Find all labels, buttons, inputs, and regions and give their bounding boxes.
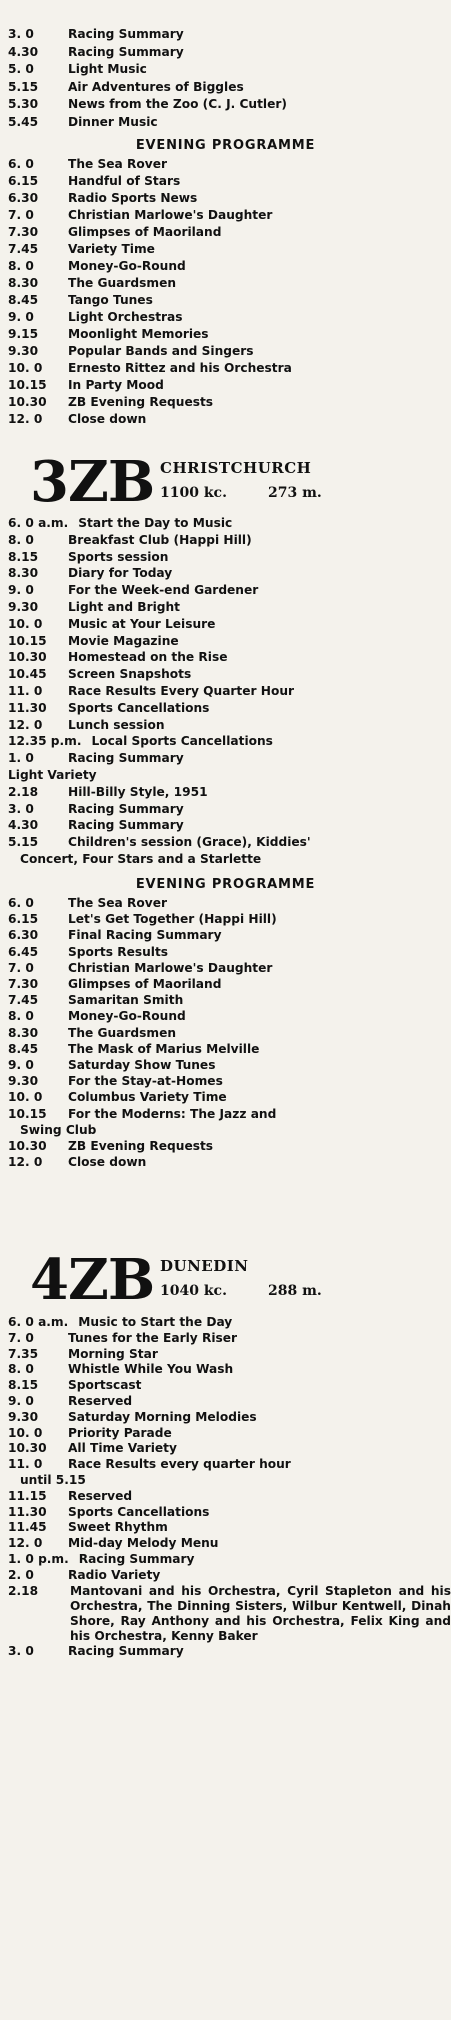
entry-title: All Time Variety [68, 1441, 177, 1456]
entry-title: For the Week-end Gardener [68, 583, 259, 598]
entry-title: For the Moderns: The Jazz and [68, 1106, 277, 1121]
schedule-entry [0, 241, 451, 258]
schedule-entry [0, 599, 451, 616]
schedule-entry [0, 683, 451, 700]
schedule-entry [0, 343, 451, 360]
entry-title: Movie Magazine [68, 633, 179, 648]
entry-time: 8. 0 [8, 259, 34, 273]
station-city: CHRISTCHURCH [160, 459, 312, 477]
entry-time: 2. 0 [8, 1567, 34, 1582]
entry-title: Whistle While You Wash [68, 1362, 234, 1377]
schedule-entry [0, 394, 451, 411]
entry-title: Money-Go-Round [68, 259, 186, 273]
entry-time: 5.15 [8, 79, 39, 94]
schedule-entry [0, 976, 451, 992]
entry-time: 12. 0 [8, 1536, 43, 1551]
entry-title: Close down [68, 412, 147, 426]
entry-time: 10.15 [8, 378, 47, 392]
entry-time: 10. 0 [8, 1090, 43, 1105]
entry-time: 12. 0 [8, 717, 43, 732]
entry-time: 11.30 [8, 1504, 47, 1519]
schedule-entry [0, 565, 451, 582]
entry-title: Christian Marlowe's Daughter [68, 208, 273, 222]
entry-title: Ernesto Rittez and his Orchestra [68, 361, 292, 375]
schedule-entry [0, 515, 451, 532]
schedule-entry [0, 1378, 451, 1394]
entry-time: 8.30 [8, 1025, 39, 1040]
entry-time: 10. 0 [8, 1425, 43, 1440]
3zb-evening-heading [0, 876, 451, 893]
schedule-entry [0, 532, 451, 549]
entry-time: 8.45 [8, 1041, 39, 1056]
entry-title: The Guardsmen [68, 1025, 177, 1040]
schedule-entry [0, 895, 451, 911]
entry-title: Sportscast [68, 1378, 142, 1393]
entry-time: 9. 0 [8, 310, 34, 324]
station-frequency: 1100 kc. [160, 485, 227, 501]
entry-time: 6. 0 a.m. [8, 1315, 69, 1329]
entry-title: Sports Cancellations [68, 700, 210, 715]
entry-time: 8. 0 [8, 532, 34, 547]
schedule-entry [0, 733, 451, 750]
entry-time: 1. 0 [8, 751, 34, 766]
schedule-entry [0, 190, 451, 207]
entry-title: Lunch session [68, 717, 165, 732]
schedule-entry [0, 173, 451, 190]
entry-continuation: until 5.15 [20, 1472, 86, 1487]
entry-title: Light and Bright [68, 599, 180, 614]
schedule-entry [0, 1025, 451, 1041]
schedule-entry [0, 44, 451, 62]
entry-title: Columbus Variety Time [68, 1090, 227, 1105]
entry-time: 6.30 [8, 191, 39, 205]
entry-time: 10. 0 [8, 616, 43, 631]
schedule-entry [0, 1644, 451, 1660]
entry-title: Mantovani and his Orchestra, Cyril Stapleton and his Orchestra, The Dinning Sisters, Wilbur Kentwell, Dinah Shore, Ray Anthony and his Orchestra, Felix King and his Orchestra, Kenny Baker [70, 1583, 451, 1643]
schedule-entry [0, 834, 451, 851]
schedule-entry [0, 784, 451, 801]
entry-title: Diary for Today [68, 566, 173, 581]
entry-title: ZB Evening Requests [68, 395, 214, 409]
entry-time: 7.35 [8, 1346, 39, 1361]
entry-time: 12. 0 [8, 412, 43, 426]
schedule-entry [0, 1489, 451, 1505]
schedule-entry [0, 750, 451, 767]
entry-title: The Sea Rover [68, 896, 167, 910]
entry-time: 9. 0 [8, 1058, 34, 1073]
entry-time: 9. 0 [8, 1393, 34, 1408]
schedule-entry [0, 1568, 451, 1584]
entry-time: 8. 0 [8, 1009, 34, 1024]
entry-title: Hill-Billy Style, 1951 [68, 784, 208, 799]
entry-time: 10.30 [8, 650, 47, 665]
schedule-entry [0, 1410, 451, 1426]
schedule-entry [0, 633, 451, 650]
entry-title: ZB Evening Requests [68, 1139, 214, 1154]
entry-time: 11. 0 [8, 1457, 43, 1472]
station-wavelength: 288 m. [268, 1283, 322, 1299]
station-wavelength: 273 m. [268, 485, 322, 501]
schedule-entry [0, 927, 451, 943]
schedule-entry [0, 1138, 451, 1154]
entry-title: Breakfast Club (Happi Hill) [68, 532, 252, 547]
schedule-entry [0, 1362, 451, 1378]
entry-title: Sports Results [68, 944, 169, 959]
schedule-entry [0, 1089, 451, 1105]
entry-time: 10.45 [8, 667, 47, 682]
entry-title: Sports Cancellations [68, 1504, 210, 1519]
entry-time: 7.45 [8, 993, 39, 1008]
entry-time: 2.18 [8, 784, 39, 799]
entry-title: Racing Summary [68, 27, 184, 41]
entry-time: 10.30 [8, 1441, 47, 1456]
entry-time: 9.15 [8, 327, 39, 341]
entry-title: Light Music [68, 62, 147, 76]
entry-time: 6. 0 [8, 896, 34, 910]
schedule-entry [0, 411, 451, 428]
entry-time: 8.45 [8, 293, 39, 307]
entry-time: 3. 0 [8, 1643, 34, 1658]
entry-title: Music to Start the Day [78, 1315, 233, 1329]
entry-title: Racing Summary [68, 818, 184, 833]
station-header-3zb [0, 449, 451, 522]
schedule-entry [0, 616, 451, 633]
entry-title: Moonlight Memories [68, 327, 209, 341]
schedule-entry [0, 1584, 451, 1644]
entry-time: 7.30 [8, 977, 39, 992]
entry-time: 8.30 [8, 566, 39, 581]
schedule-entry [0, 26, 451, 44]
entry-time: 8.15 [8, 549, 39, 564]
entry-title: Saturday Morning Melodies [68, 1409, 257, 1424]
entry-title: Handful of Stars [68, 174, 181, 188]
entry-title: Final Racing Summary [68, 928, 222, 943]
entry-title: Priority Parade [68, 1425, 172, 1440]
schedule-entry [0, 801, 451, 818]
entry-time: 5.45 [8, 114, 39, 129]
schedule-entry [0, 817, 451, 834]
entry-time: 6.30 [8, 928, 39, 943]
entry-continuation: Concert, Four Stars and a Starlette [20, 851, 262, 866]
entry-title: Morning Star [68, 1346, 158, 1361]
evening-heading [0, 137, 451, 154]
schedule-entry [0, 1008, 451, 1024]
entry-time: 6. 0 a.m. [8, 516, 69, 530]
schedule-entry [0, 1347, 451, 1363]
entry-title: Samaritan Smith [68, 993, 184, 1008]
entry-time: 9.30 [8, 1409, 39, 1424]
schedule-entry [0, 1552, 451, 1568]
entry-title: In Party Mood [68, 378, 164, 392]
entry-time: 11.30 [8, 700, 47, 715]
station-frequency: 1040 kc. [160, 1283, 227, 1299]
entry-title: Air Adventures of Biggles [68, 79, 244, 94]
entry-title: For the Stay-at-Homes [68, 1074, 223, 1089]
entry-time: 7. 0 [8, 1330, 34, 1345]
entry-time: 7. 0 [8, 208, 34, 222]
entry-time: 4.30 [8, 44, 39, 59]
entry-time: 6. 0 [8, 157, 34, 171]
entry-time: 3. 0 [8, 27, 34, 41]
entry-title: Let's Get Together (Happi Hill) [68, 912, 277, 927]
entry-time: 6.15 [8, 174, 39, 188]
schedule-continuation: Light Variety [8, 767, 97, 782]
schedule-entry [0, 1394, 451, 1410]
entry-continuation: Swing Club [20, 1122, 97, 1137]
entry-title: Radio Sports News [68, 191, 198, 205]
entry-title: Money-Go-Round [68, 1009, 186, 1024]
schedule-entry [0, 582, 451, 599]
entry-title: Variety Time [68, 242, 155, 256]
schedule-entry [0, 275, 451, 292]
evening-programme-heading: EVENING PROGRAMME [135, 138, 316, 153]
entry-title: Reserved [68, 1393, 133, 1408]
entry-title: Glimpses of Maoriland [68, 225, 222, 239]
top-day-schedule [0, 26, 451, 131]
schedule-entry [0, 79, 451, 97]
entry-title: Music at Your Leisure [68, 616, 216, 631]
entry-title: The Guardsmen [68, 276, 177, 290]
schedule-entry [0, 1331, 451, 1347]
4zb-day-schedule [0, 1315, 451, 1659]
entry-title: Racing Summary [68, 1643, 184, 1658]
entry-time: 6.45 [8, 944, 39, 959]
schedule-entry [0, 1457, 451, 1473]
entry-title: Homestead on the Rise [68, 650, 228, 665]
entry-title: News from the Zoo (C. J. Cutler) [68, 97, 287, 111]
schedule-entry [0, 666, 451, 683]
schedule-entry [0, 1154, 451, 1170]
entry-title: Sweet Rhythm [68, 1520, 168, 1535]
schedule-entry [0, 992, 451, 1008]
entry-title: Christian Marlowe's Daughter [68, 960, 273, 975]
entry-time: 11.45 [8, 1520, 47, 1535]
entry-title: Popular Bands and Singers [68, 344, 254, 358]
entry-time: 5.15 [8, 835, 39, 850]
entry-time: 2.18 [8, 1583, 39, 1598]
3zb-evening-schedule [0, 895, 451, 1170]
schedule-entry [0, 292, 451, 309]
entry-time: 9.30 [8, 599, 39, 614]
entry-title: Sports session [68, 549, 169, 564]
entry-time: 4.30 [8, 818, 39, 833]
station-callsign: 4ZB [30, 1247, 155, 1313]
entry-title: Children's session (Grace), Kiddies' [68, 835, 311, 850]
entry-title: Tunes for the Early Riser [68, 1330, 238, 1345]
schedule-entry [0, 156, 451, 173]
entry-title: Dinner Music [68, 114, 158, 129]
schedule-entry [0, 309, 451, 326]
entry-title: Racing Summary [68, 751, 184, 766]
station-header-4zb [0, 1247, 451, 1320]
entry-title: Reserved [68, 1488, 133, 1503]
3zb-day-schedule [0, 515, 451, 868]
schedule-entry [0, 360, 451, 377]
entry-time: 10. 0 [8, 361, 43, 375]
entry-title: Racing Summary [78, 1551, 195, 1566]
schedule-entry [0, 1315, 451, 1331]
entry-title: Mid-day Melody Menu [68, 1536, 219, 1551]
entry-title: Glimpses of Maoriland [68, 977, 222, 992]
schedule-entry [0, 1106, 451, 1122]
schedule-entry [0, 377, 451, 394]
entry-time: 6.15 [8, 912, 39, 927]
evening-programme-heading: EVENING PROGRAMME [135, 877, 316, 892]
entry-time: 9. 0 [8, 583, 34, 598]
entry-title: Race Results Every Quarter Hour [68, 683, 295, 698]
entry-title: Screen Snapshots [68, 667, 192, 682]
entry-title: The Mask of Marius Melville [68, 1041, 260, 1056]
schedule-entry [0, 258, 451, 275]
entry-title: Light Orchestras [68, 310, 183, 324]
entry-time: 10.15 [8, 633, 47, 648]
entry-title: Local Sports Cancellations [91, 734, 273, 749]
schedule-entry [0, 1426, 451, 1442]
schedule-entry [0, 717, 451, 734]
schedule-entry [0, 1505, 451, 1521]
entry-title: Race Results every quarter hour [68, 1457, 291, 1472]
entry-time: 10.30 [8, 395, 47, 409]
schedule-entry [0, 96, 451, 114]
schedule-entry [0, 911, 451, 927]
entry-title: Radio Variety [68, 1567, 161, 1582]
schedule-entry [0, 1073, 451, 1089]
schedule-entry [0, 700, 451, 717]
schedule-entry [0, 61, 451, 79]
schedule-entry [0, 1520, 451, 1536]
entry-time: 3. 0 [8, 801, 34, 816]
entry-time: 9.30 [8, 1074, 39, 1089]
schedule-entry [0, 549, 451, 566]
schedule-entry [0, 649, 451, 666]
entry-title: Saturday Show Tunes [68, 1058, 216, 1073]
entry-time: 1. 0 p.m. [8, 1551, 69, 1566]
schedule-entry [0, 1441, 451, 1457]
entry-title: The Sea Rover [68, 157, 167, 171]
entry-time: 12. 0 [8, 1155, 43, 1170]
entry-title: Start the Day to Music [78, 516, 233, 530]
schedule-entry [0, 1057, 451, 1073]
entry-time: 9.30 [8, 344, 39, 358]
top-evening-schedule [0, 156, 451, 428]
entry-time: 11. 0 [8, 683, 43, 698]
entry-time: 11.15 [8, 1488, 47, 1503]
entry-title: Racing Summary [68, 801, 184, 816]
entry-time: 12.35 p.m. [8, 734, 82, 749]
station-city: DUNEDIN [160, 1257, 249, 1275]
schedule-entry [0, 1041, 451, 1057]
entry-time: 7.45 [8, 242, 39, 256]
entry-time: 7.30 [8, 225, 39, 239]
schedule-entry [0, 960, 451, 976]
entry-time: 10.15 [8, 1106, 47, 1121]
entry-time: 5. 0 [8, 62, 34, 76]
schedule-entry [0, 114, 451, 132]
entry-time: 5.30 [8, 97, 39, 111]
entry-title: Close down [68, 1155, 147, 1170]
schedule-entry [0, 1536, 451, 1552]
entry-time: 8. 0 [8, 1362, 34, 1377]
entry-time: 7. 0 [8, 960, 34, 975]
entry-time: 8.15 [8, 1378, 39, 1393]
schedule-entry [0, 326, 451, 343]
schedule-entry [0, 944, 451, 960]
schedule-entry [0, 224, 451, 241]
entry-time: 10.30 [8, 1139, 47, 1154]
station-callsign: 3ZB [30, 449, 155, 515]
entry-title: Tango Tunes [68, 293, 153, 307]
entry-title: Racing Summary [68, 44, 184, 59]
schedule-entry [0, 207, 451, 224]
entry-time: 8.30 [8, 276, 39, 290]
